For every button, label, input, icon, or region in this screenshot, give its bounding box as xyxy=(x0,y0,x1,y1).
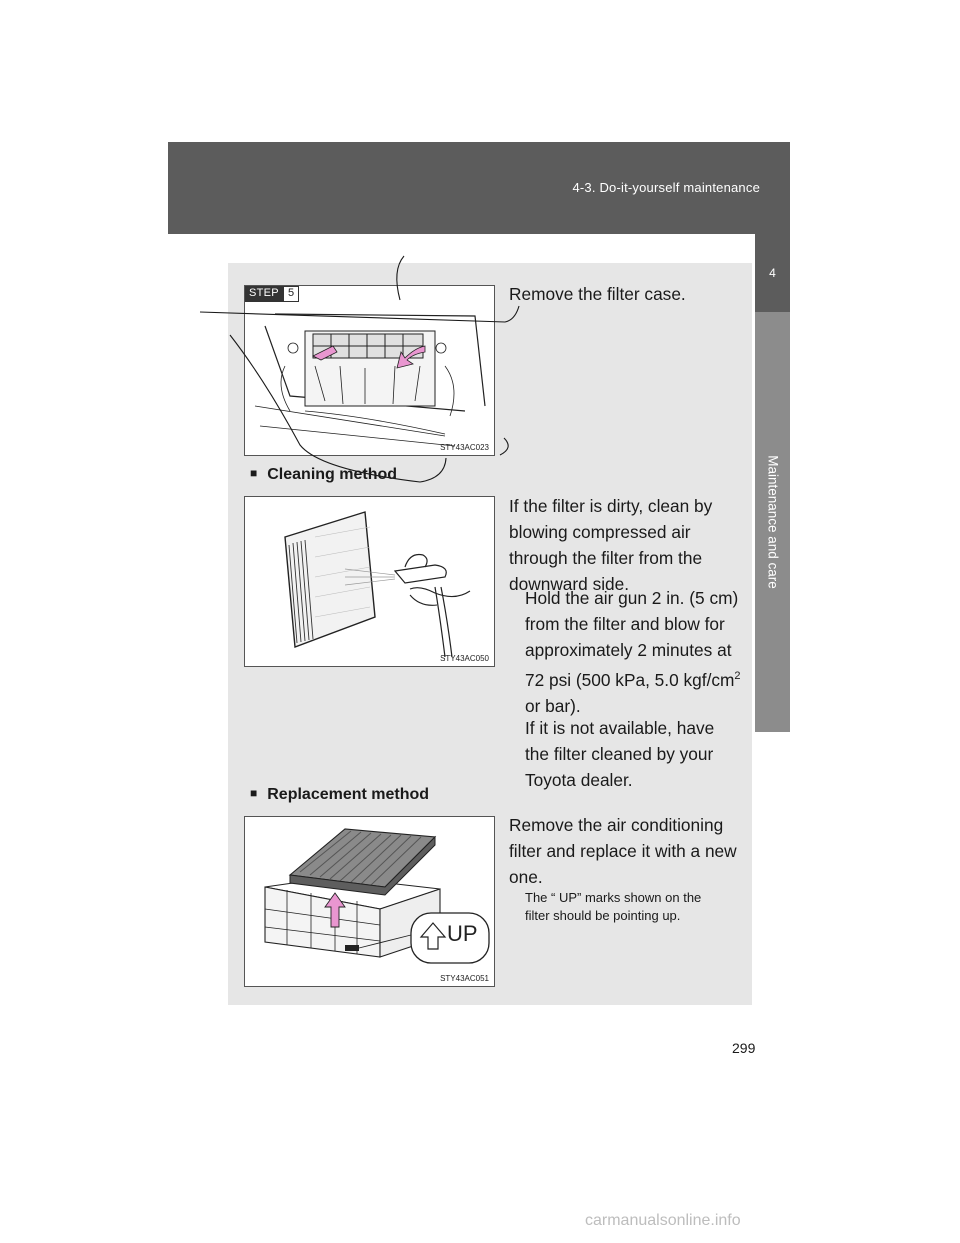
text-line: the filter cleaned by your xyxy=(525,744,714,764)
page-number: 299 xyxy=(732,1040,756,1056)
text-line: or bar). xyxy=(525,695,581,716)
step-number: 5 xyxy=(283,286,299,302)
superscript: 2 xyxy=(734,670,741,682)
replacement-heading-text: Replacement method xyxy=(267,786,430,803)
text-line: approximately 2 minutes at xyxy=(525,640,732,660)
section-title: 4-3. Do-it-yourself maintenance xyxy=(572,180,760,195)
text-line-part: 72 psi (500 kPa, 5.0 kgf/cm xyxy=(525,669,735,690)
text-line: If the filter is dirty, clean by xyxy=(509,496,713,516)
site-watermark[interactable]: carmanualsonline.info xyxy=(585,1212,741,1229)
text-line: If it is not available, have xyxy=(525,718,715,738)
text-line: Hold the air gun 2 in. (5 cm) xyxy=(525,588,739,608)
chapter-tab-number: 4 xyxy=(755,234,790,312)
step-instruction: Remove the filter case. xyxy=(509,284,686,304)
chapter-tab-label: Maintenance and care xyxy=(765,455,780,589)
text-line: one. xyxy=(509,867,543,887)
text-line: blowing compressed air xyxy=(509,522,691,542)
text-line: Remove the air conditioning xyxy=(509,815,724,835)
text-line: filter and replace it with a new xyxy=(509,841,737,861)
figure-code: STY43AC023 xyxy=(440,443,489,452)
text-line: filter should be pointing up. xyxy=(525,908,681,923)
square-bullet-icon: ■ xyxy=(250,466,258,480)
step-word: STEP xyxy=(245,286,283,302)
text-line: Toyota dealer. xyxy=(525,770,633,790)
figure-code: STY43AC050 xyxy=(440,654,489,663)
text-line: The “ UP” marks shown on the xyxy=(525,890,702,905)
text-line: downward side. xyxy=(509,574,630,594)
up-label: UP xyxy=(447,921,478,946)
cleaning-heading-text: Cleaning method xyxy=(267,466,398,483)
figure-code: STY43AC051 xyxy=(440,974,489,983)
square-bullet-icon: ■ xyxy=(250,786,258,800)
text-line: through the filter from the xyxy=(509,548,703,568)
text-line: from the filter and blow for xyxy=(525,614,725,634)
